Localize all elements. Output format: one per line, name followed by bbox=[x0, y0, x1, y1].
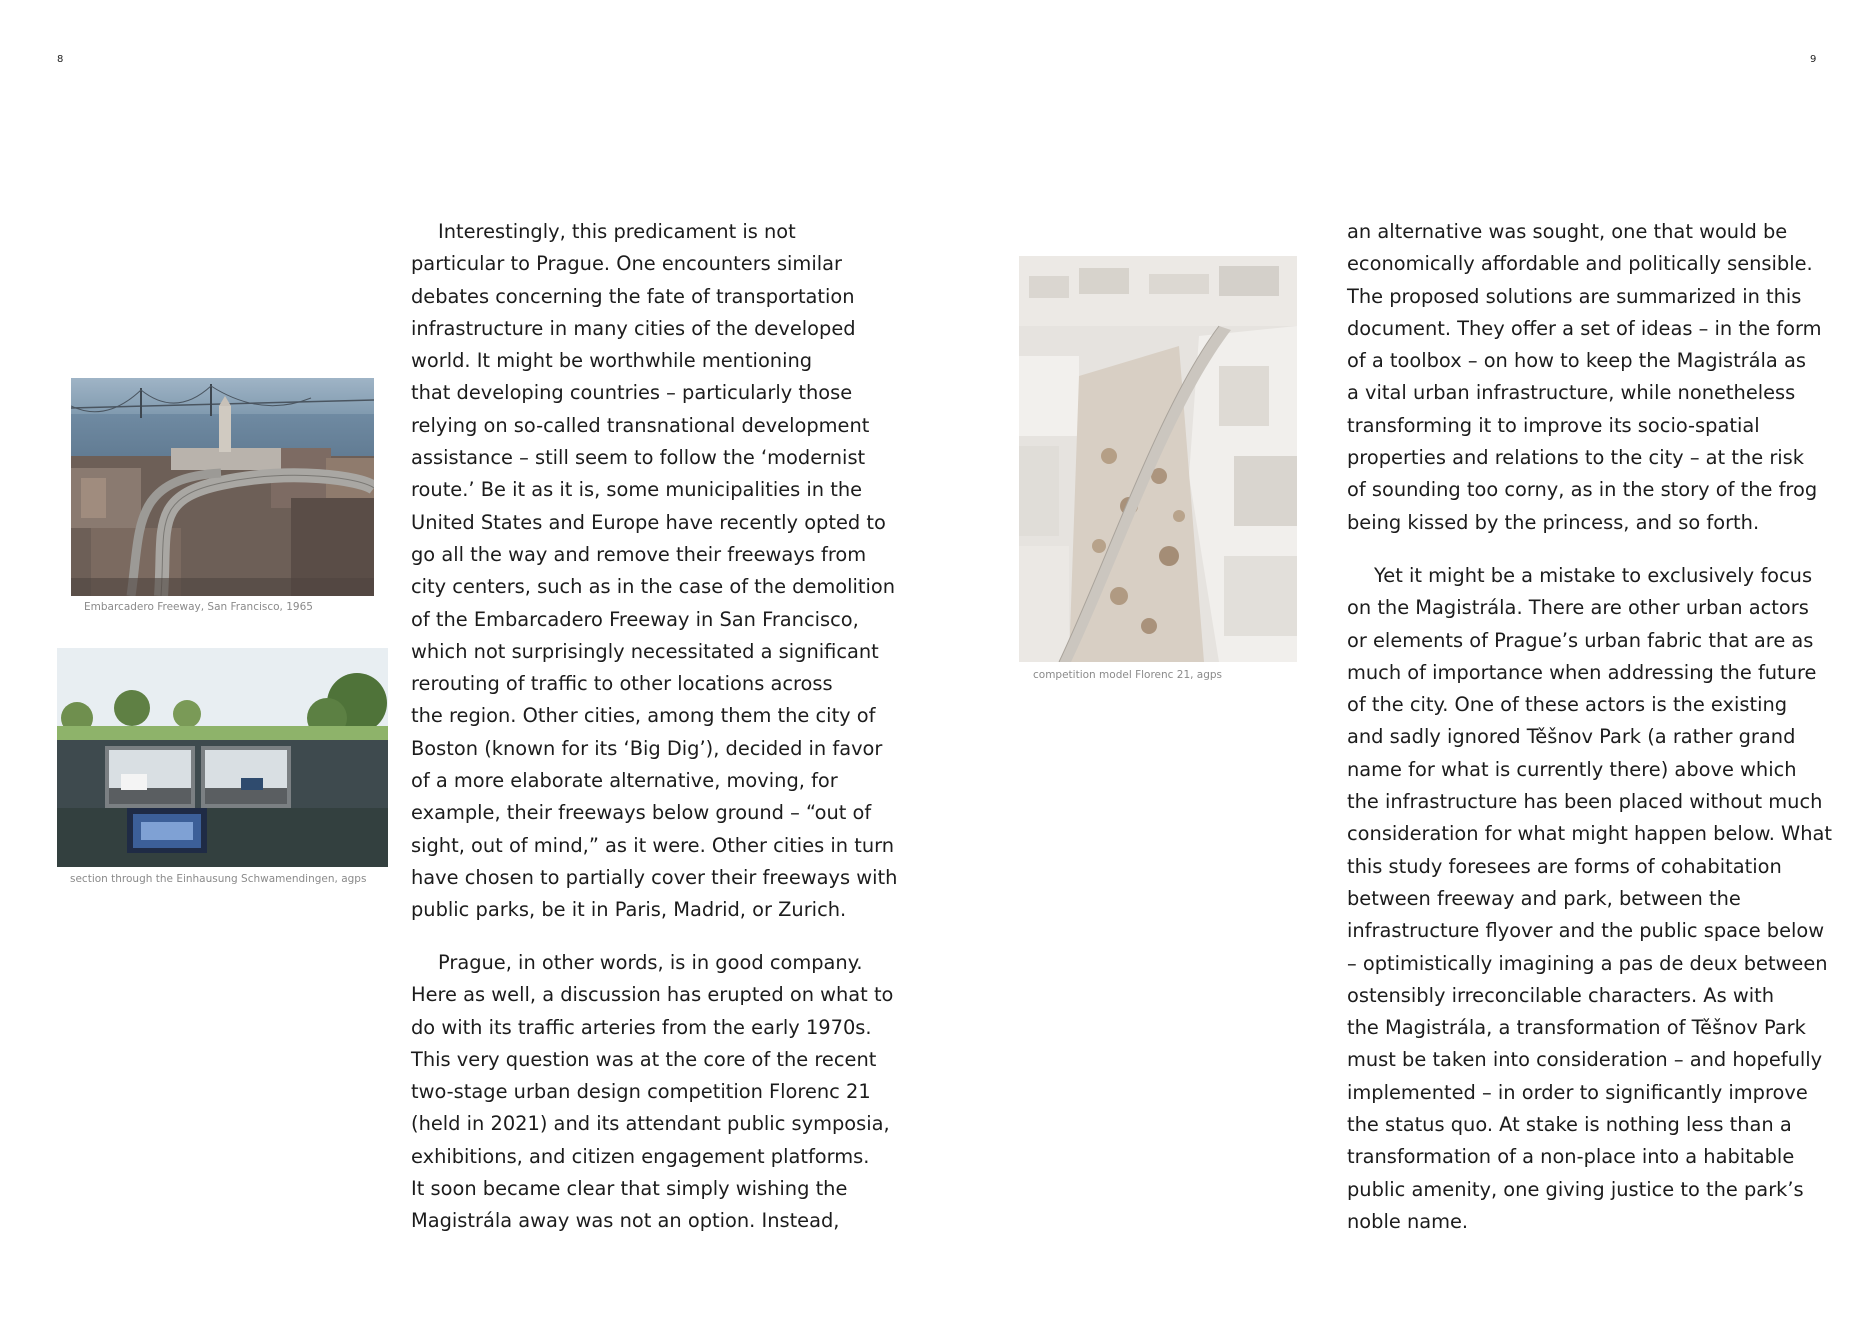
text-line: economically affordable and politically sensible. bbox=[1347, 252, 1813, 276]
text-line: Boston (known for its ‘Big Dig’), decided in favor bbox=[411, 736, 883, 760]
text-line: the status quo. At stake is nothing less than a bbox=[1347, 1113, 1792, 1137]
text-line: public amenity, one giving justice to the park’s bbox=[1347, 1177, 1804, 1201]
text-line: sight, out of mind,” as it were. Other cities in turn bbox=[411, 833, 895, 857]
einhausung-section-rendering bbox=[57, 648, 388, 867]
text-line: relying on so-called transnational development bbox=[411, 413, 870, 437]
text-line: United States and Europe have recently opted to bbox=[411, 510, 886, 534]
text-line: ostensibly irreconcilable characters. As with bbox=[1347, 983, 1774, 1007]
text-line: the infrastructure has been placed without much bbox=[1347, 790, 1823, 814]
text-line: infrastructure in many cities of the developed bbox=[411, 316, 856, 340]
text-line: which not surprisingly necessitated a significant bbox=[411, 639, 879, 663]
text-line: (held in 2021) and its attendant public symposia, bbox=[411, 1112, 890, 1136]
einhausung-caption: section through the Einhausung Schwamendingen, agps bbox=[70, 873, 367, 885]
text-line: name for what is currently there) above which bbox=[1347, 757, 1797, 781]
text-line: world. It might be worthwhile mentioning bbox=[411, 349, 813, 373]
text-line: – optimistically imagining a pas de deux between bbox=[1347, 951, 1828, 975]
text-line: document. They offer a set of ideas – in the form bbox=[1347, 316, 1822, 340]
text-line: This very question was at the core of the recent bbox=[411, 1047, 877, 1071]
text-line: consideration for what might happen below. What bbox=[1347, 822, 1832, 846]
text-line: Magistrála away was not an option. Instead, bbox=[411, 1209, 840, 1233]
text-line: implemented – in order to significantly improve bbox=[1347, 1080, 1808, 1104]
text-line: of a toolbox – on how to keep the Magistrála as bbox=[1347, 349, 1806, 373]
text-line: this study foresees are forms of cohabitation bbox=[1347, 854, 1782, 878]
text-line: The proposed solutions are summarized in this bbox=[1347, 284, 1802, 308]
text-line: city centers, such as in the case of the demolition bbox=[411, 575, 896, 599]
text-line: It soon became clear that simply wishing the bbox=[411, 1177, 848, 1201]
left-page-number: 8 bbox=[57, 54, 64, 65]
embarcadero-caption: Embarcadero Freeway, San Francisco, 1965 bbox=[84, 601, 313, 613]
text-line: route.’ Be it as it is, some municipalities in the bbox=[411, 478, 863, 502]
text-line: must be taken into consideration – and hopefully bbox=[1347, 1048, 1823, 1072]
text-line: assistance – still seem to follow the ‘modernist bbox=[411, 446, 866, 470]
text-line: two-stage urban design competition Florenc 21 bbox=[411, 1080, 871, 1104]
text-line: and sadly ignored Těšnov Park (a rather grand bbox=[1347, 725, 1796, 749]
text-line: rerouting of traffic to other locations across bbox=[411, 672, 833, 696]
text-line: transformation of a non-place into a habitable bbox=[1347, 1145, 1795, 1169]
text-line: a vital urban infrastructure, while nonetheless bbox=[1347, 381, 1796, 405]
text-line: of the Embarcadero Freeway in San Francisco, bbox=[411, 607, 859, 631]
text-line: properties and relations to the city – at the risk bbox=[1347, 446, 1805, 470]
text-line: the region. Other cities, among them the city of bbox=[411, 704, 876, 728]
text-line: particular to Prague. One encounters similar bbox=[411, 252, 842, 276]
text-line: Interestingly, this predicament is not bbox=[438, 220, 796, 243]
text-line: Yet it might be a mistake to exclusively focus bbox=[1374, 564, 1813, 587]
text-line: the Magistrála, a transformation of Těšnov Park bbox=[1347, 1016, 1806, 1040]
text-line: noble name. bbox=[1347, 1209, 1469, 1233]
text-line: or elements of Prague’s urban fabric that are as bbox=[1347, 628, 1814, 652]
text-line: Prague, in other words, is in good company. bbox=[438, 951, 863, 974]
right-page-number: 9 bbox=[1810, 54, 1817, 65]
text-line: much of importance when addressing the future bbox=[1347, 660, 1817, 684]
text-line: Here as well, a discussion has erupted on what to bbox=[411, 983, 894, 1007]
text-line: example, their freeways below ground – “out of bbox=[411, 801, 872, 825]
text-line: on the Magistrála. There are other urban actors bbox=[1347, 596, 1809, 620]
embarcadero-freeway-photo bbox=[71, 378, 374, 596]
text-line: of a more elaborate alternative, moving, for bbox=[411, 769, 838, 793]
text-line: have chosen to partially cover their freeways with bbox=[411, 865, 898, 889]
competition-model-photo bbox=[1019, 256, 1297, 662]
text-line: that developing countries – particularly those bbox=[411, 381, 853, 405]
text-line: an alternative was sought, one that would be bbox=[1347, 220, 1788, 243]
competition-model-caption: competition model Florenc 21, agps bbox=[1033, 669, 1223, 681]
text-line: between freeway and park, between the bbox=[1347, 886, 1741, 910]
text-line: do with its traffic arteries from the early 1970s. bbox=[411, 1015, 872, 1039]
text-line: transforming it to improve its socio-spatial bbox=[1347, 413, 1760, 437]
text-line: public parks, be it in Paris, Madrid, or Zurich. bbox=[411, 898, 847, 922]
text-line: debates concerning the fate of transportation bbox=[411, 284, 855, 308]
left-paragraph-1 bbox=[411, 216, 898, 927]
left-paragraph-2 bbox=[411, 947, 894, 1238]
text-line: of the city. One of these actors is the existing bbox=[1347, 693, 1788, 717]
right-paragraph-2 bbox=[1347, 560, 1837, 1238]
text-line: go all the way and remove their freeways from bbox=[411, 542, 867, 566]
text-line: exhibitions, and citizen engagement platforms. bbox=[411, 1144, 870, 1168]
text-line: infrastructure flyover and the public space below bbox=[1347, 919, 1825, 943]
text-line: of sounding too corny, as in the story of the frog bbox=[1347, 478, 1818, 502]
text-line: being kissed by the princess, and so forth. bbox=[1347, 510, 1760, 534]
right-paragraph-1 bbox=[1347, 216, 1837, 539]
